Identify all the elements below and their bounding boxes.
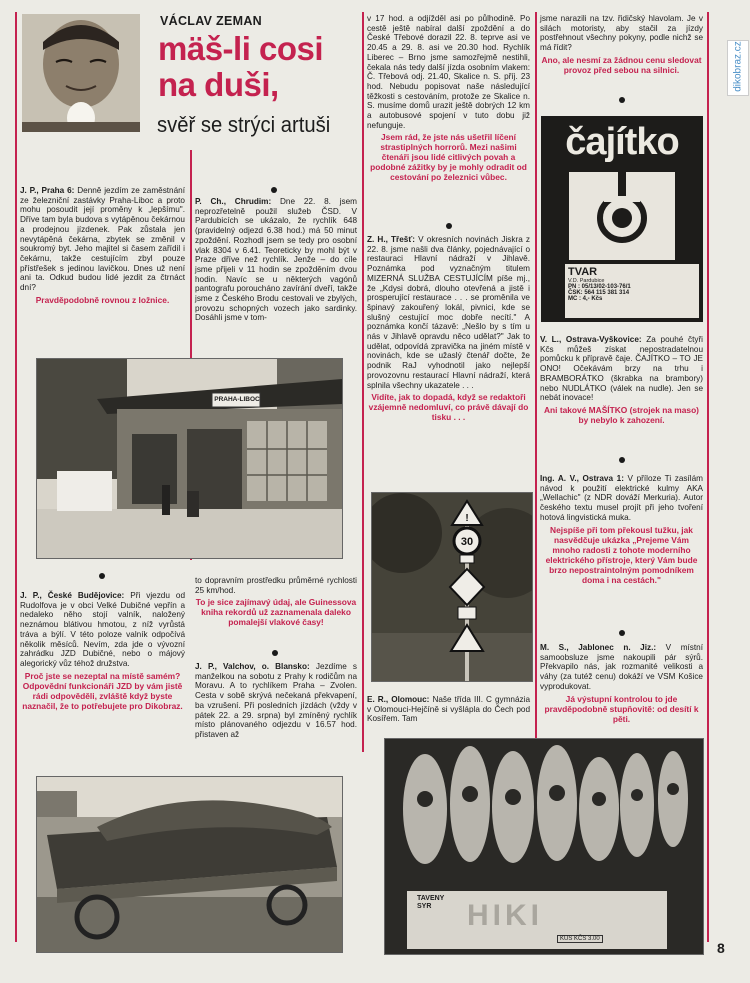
packet-price-label: MC : [568, 296, 581, 302]
letter-sender: Z. H., Třešť: [367, 235, 415, 244]
packet-code-1: PN : 05/13/02-103-76/1 [568, 284, 631, 290]
packet-code-2: ČSK: 564 115 381 314 [568, 290, 630, 296]
letter [20, 591, 185, 669]
letter-text: Denně jezdím ze zaměstnání ze železniční zastávky Praha-Liboc a proto mohu posoudit její proměny k „lepšímu". Dříve tam byla budova s vytápěnou čekárnou a prodejnou jízdenek. Pak zůstala jen nevytápěná čekárna, zbytek se změnil v soukromý byt. Jeho majitel si časem zařídil i čekárnu, takže cestujícím zbyl pouze přístřešek s jedinou lavičkou. Dnes už není ani ta. Odkud budou lidé jezdit za čtrnáct dní? [20, 186, 185, 293]
editor-reply: Proč jste se nezeptal na místě samém? Odpovědní funkcionáři JZD by vám jistě rádi odpověděli, zvláště když byste naznačil, že to potřebujete pro Dikobraz. [22, 670, 183, 711]
packet-logo [541, 172, 703, 262]
letter-text: V okresních novinách Jiskra z 22. 8. jsme našli dva články, pojednávající o restauraci Hlavní nádraží v Jihlavě. Poznámka pod vyznačným titulem MIZERNÁ SLUŽBA CESTUJÍCÍM píše mj., že „Kdysi dobrá, dlouho otevřená a jistě i prosperující restaurace . . . se proměnila ve špinavý zakouřený lokál, pivnici, kde se slušný cestující moc dobře necítí." A poznámka končí tázavě: „Nešlo by s tím u nás v Jihlavě opravdu něco udělat?" Jak to udělat, odpovídá zpravička na jiném místě v novinách, kde se užaslý čtenář dočte, že podnik RaJ vyhodnotil jako nejlepší provozovnu restaurací Hlavní nádraží, která splnila všechny ukazatele . . . [367, 235, 531, 390]
cheese-label: TAVENY SYR [417, 895, 445, 910]
letter-sender: M. S., Jablonec n. Jiz.: [540, 643, 657, 652]
cheese-price: KUS KČS 3.00 [557, 935, 603, 943]
watermark-tab [727, 40, 749, 96]
letter [540, 335, 703, 403]
letter-text: V místní samoobsluze jsme nakoupili pár sýrů. Překvapilo nás, jak rozmanité velikosti a váhy (za tutéž cenu) dokáží ve VSM Košice vyprodukovat. [540, 643, 703, 691]
author-portrait [22, 14, 140, 132]
cheese-brand: HIKI [467, 899, 543, 932]
letter [367, 695, 530, 724]
editor-reply: Pravděpodobně rovnou z ložnice. [35, 294, 170, 305]
editor-reply: Vidíte, jak to dopadá, když se redaktoři vzájemně nedomluví, co právě dávají do tisku . . . [368, 392, 529, 423]
letter-text: Při vjezdu od Rudolfova je v obci Velké Dubičné vepřín a nedaleko něho stojí valník, naložený neznámou blátivou hmotou, z níž vyrůstá tráva a býlí. V této poloze valník odpočívá několik měsíců. Nevím, zda jde o vývozní zahrádku JZD Dubičné, nebo o májový alegorický vůz téhož družstva. [20, 591, 185, 668]
editor-reply: Nejspíše při tom překousl tužku, jak nasvědčuje ukázka „Prejeme Vám mnoho radosti z tohote moderního elektrického přístroje, který Vám bude brzo nepostraintolným pomodníkem doma i na cestách." [545, 524, 698, 585]
headline-line2: na duši, [158, 66, 279, 103]
letter-sender: J. P., Praha 6: [20, 186, 75, 195]
packet-brand: TVAR [568, 266, 598, 278]
headline-line1: mäš-li cosi [158, 30, 324, 67]
letter [540, 474, 703, 523]
cart-photo [36, 776, 343, 953]
letter-sender: Ing. A. V., Ostrava 1: [540, 474, 624, 483]
letter [195, 662, 357, 740]
letter [367, 235, 530, 390]
tea-infuser-packet [541, 116, 703, 322]
letter-sender: J. P., Valchov, o. Blansko: [195, 662, 310, 671]
separator-bullet [272, 650, 278, 656]
watermark-text: dikobraz.cz [732, 41, 744, 92]
letter [540, 643, 703, 692]
letter-text: Naše třída III. C gymnázia v Olomouci-Hejčíně si vyšlápla do Čech pod Kosířem. Tam [367, 695, 530, 724]
station-photo [36, 358, 343, 559]
separator-bullet [619, 457, 625, 463]
letter [20, 186, 185, 293]
cheese-photo [384, 738, 704, 955]
station-sign-text: PRAHA-LIBOC [214, 396, 260, 403]
editor-reply: Ani takové MAŠÍTKO (strojek na maso) by nebylo k zahození. [544, 404, 699, 425]
separator-bullet [271, 187, 277, 193]
letter-continuation: jsme narazili na tzv. řidičský hlavolam. Je v silách motoristy, aby stačil za jízdy postřehnout všechny pokyny, podle nichž se má řídit? [540, 14, 703, 53]
letter-continuation: v 17 hod. a odjížděl asi po půlhodině. Po cestě ještě nabíral další zpoždění a do České Třebové dorazil 22. 8. teprve asi ve 20.45 a 29. 8. asi ve 20.30 hod. Rychlík Liberec – Brno jsme samozřejmě nestihli, čekala nás tedy další jízda osobním vlakem: Č. Třebová odj. 21.40, Skalice n. S. příj. 23 hod. Nebudu popisovat naše následující těžkosti s cestováním, protože ze Skalice n. S. musíme domů urazit ještě dobrých 12 km a autobusové spojení v tuto dobu již nefunguje. [367, 14, 530, 130]
editor-reply: Jsem rád, že jste nás ušetřil líčení strastiplných horrorů. Mezi našimi čtenáři jsou lidé citlivých povah a podobné zážitky by je mohly odradit od cestování po železnici vůbec. [370, 132, 527, 183]
letter-sender: P. Ch., Chrudim: [195, 197, 272, 206]
letter-continuation: to dopravním prostředku průměrné rychlosti 25 km/hod. [195, 576, 357, 595]
editor-reply: Já výstupní kontrolou to jde pravděpodobně stupňovitě: od desítí k pěti. [544, 693, 699, 724]
letter-text: Za pouhé čtyři Kčs můžeš získat nepostradatelnou pomůcku k přípravě čaje. ČAJÍTKO – TO JE ONO! Očekávám brzy na trhu i BRAMBORÁTKO (škrabka na brambory) nebo NUDLÁTKO (válek na nudle). Jen se nebát inovace! [540, 335, 703, 403]
page-number: 8 [717, 940, 725, 956]
packet-price: 4,- Kčs [582, 296, 603, 302]
editor-reply: Ano, ale nesmí za žádnou cenu sledovat provoz před sebou na silnici. [541, 54, 702, 75]
speed-limit-number: 30 [460, 536, 474, 548]
letter-sender: V. L., Ostrava-Vyškovice: [540, 335, 642, 344]
letter-sender: E. R., Olomouc: [367, 695, 430, 704]
packet-maker: V.D. Pardubice [568, 278, 605, 284]
separator-bullet [619, 630, 625, 636]
letter [195, 197, 357, 323]
column-rule [362, 12, 364, 752]
separator-bullet [446, 223, 452, 229]
author-name: VÁCLAV ZEMAN [160, 14, 262, 28]
column-rule [707, 12, 709, 942]
editor-reply: To je sice zajímavý údaj, ale Guinessova kniha rekordů už zaznamenala daleko pomalejší vlakové časy! [195, 597, 357, 628]
letter-sender: J. P., České Budějovice: [20, 591, 125, 600]
separator-bullet [619, 97, 625, 103]
letter-text: Jezdíme s manželkou na sobotu z Prahy k rodičům na Moravu. A to rychlíkem Praha – Zvolen. Cesta v sobě skrývá nečekaná překvapení, ba vzrušení. Při posledních jízdách (vždy v pátek 22. a 29. srpna) byl zmíněný rychlík místo plánovaného odjezdu v 16.57 hod. přistaven až [195, 662, 357, 739]
packet-title: čajítko [565, 121, 679, 163]
letter-text: V příloze Ti zasílám návod k použití elektrické kulmy AKA „Wellachic" (z NDR dováží Merkuria). Autor českého textu musel projít při jeho tvoření hotová lingvistická muka. [540, 474, 703, 522]
svg-text:!: ! [465, 513, 469, 524]
letter-text: Dne 22. 8. jsem neprozřetelně použil služeb ČSD. V Pardubicích se ukázalo, že rychlík 648 (pravidelný odjezd 6.38 hod.) má 50 minut zpoždění. Rozhodl jsem se tedy pro osobní vlak 8304 v 6.41. Teoreticky by mohl být v Praze dříve než rychlík. Jenže – do cíle jsme přijeli v 11 hodin se zpožděním dvou hodin. Navíc se u některých vagónů pantografu poroucháno zavírání dveří, takže jsme z Českého Brodu cestovali ve zbylých, provozu schopných vozech jako sardinky. Dosáhli jsme v tom- [195, 197, 358, 323]
separator-bullet [99, 573, 105, 579]
column-rule [535, 12, 537, 752]
column-rule [15, 12, 17, 942]
road-signs-photo [371, 492, 533, 682]
headline-subtitle: svěř se strýci artuši [157, 112, 331, 137]
